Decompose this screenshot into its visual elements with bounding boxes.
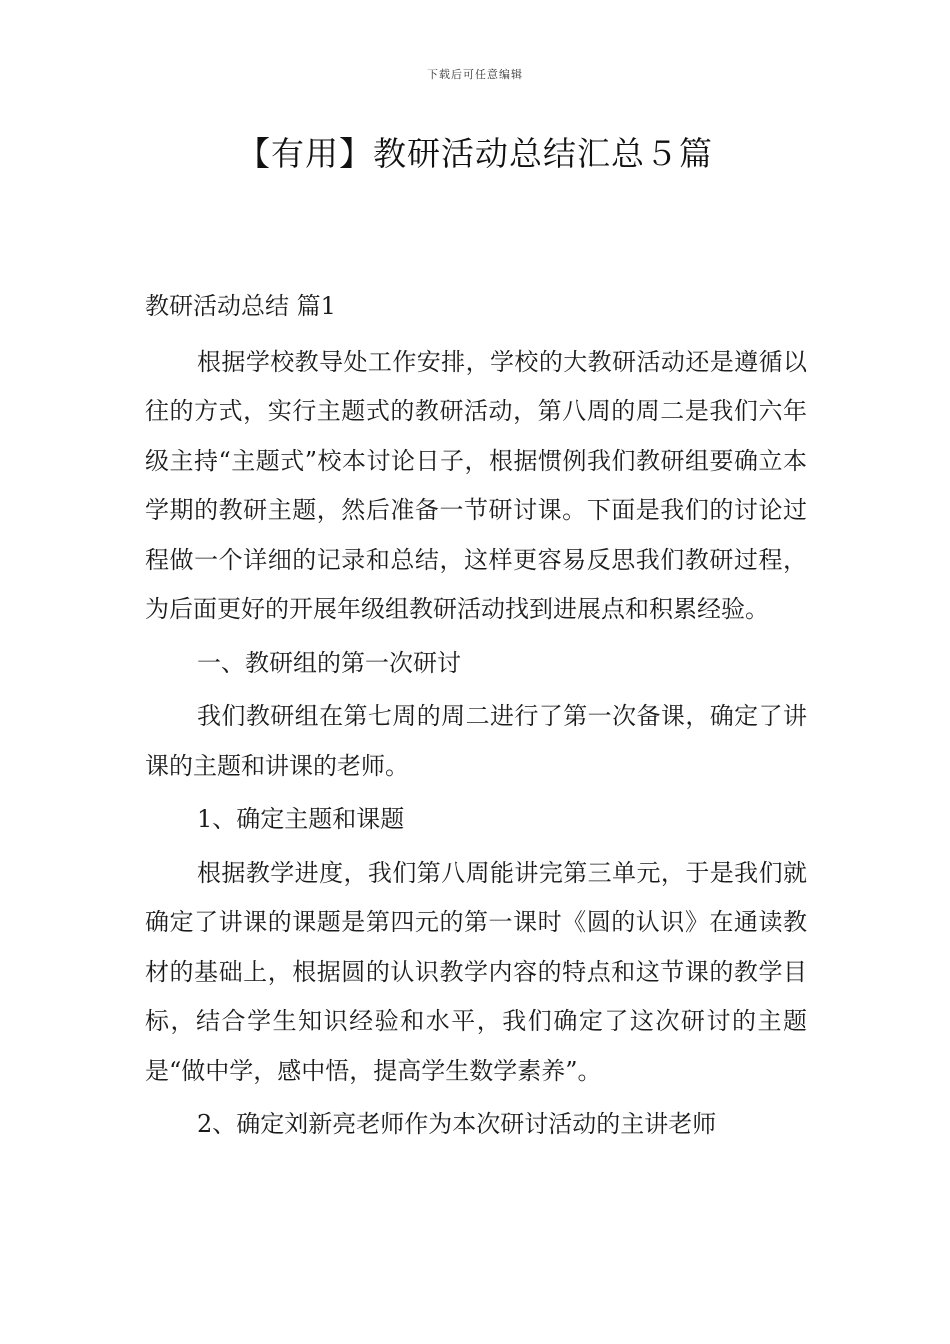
subheading-topic: 1、确定主题和课题 [197, 805, 405, 833]
header-note: 下载后可任意编辑 [427, 68, 523, 81]
section-heading: 教研活动总结 篇1 [145, 292, 336, 320]
paragraph-first-prep: 我们教研组在第七周的周二进行了第一次备课，确定了讲课的主题和讲课的老师。 [145, 702, 807, 780]
document-body [145, 282, 807, 1150]
document-title: 【有用】教研活动总结汇总５篇 [237, 134, 713, 173]
subheading-lecturer: 2、确定刘新亮老师作为本次研讨活动的主讲老师 [197, 1110, 717, 1138]
paragraph-intro: 根据学校教导处工作安排，学校的大教研活动还是遵循以往的方式，实行主题式的教研活动，第八周的周二是我们六年级主持“主题式”校本讨论日子，根据惯例我们教研组要确立本学期的教研主题，然后准备一节研讨课。下面是我们的讨论过程做一个详细的记录和总结，这样更容易反思我们教研过程，为后面更好的开展年级组教研活动找到进展点和积累经验。 [145, 347, 807, 623]
paragraph-topic-detail: 根据教学进度，我们第八周能讲完第三单元，于是我们就确定了讲课的课题是第四元的第一课时《圆的认识》在通读教材的基础上，根据圆的认识教学内容的特点和这节课的教学目标，结合学生知识经验和水平，我们确定了这次研讨的主题是“做中学，感中悟，提高学生数学素养”。 [145, 858, 807, 1085]
subheading-first-discussion: 一、教研组的第一次研讨 [197, 648, 461, 677]
